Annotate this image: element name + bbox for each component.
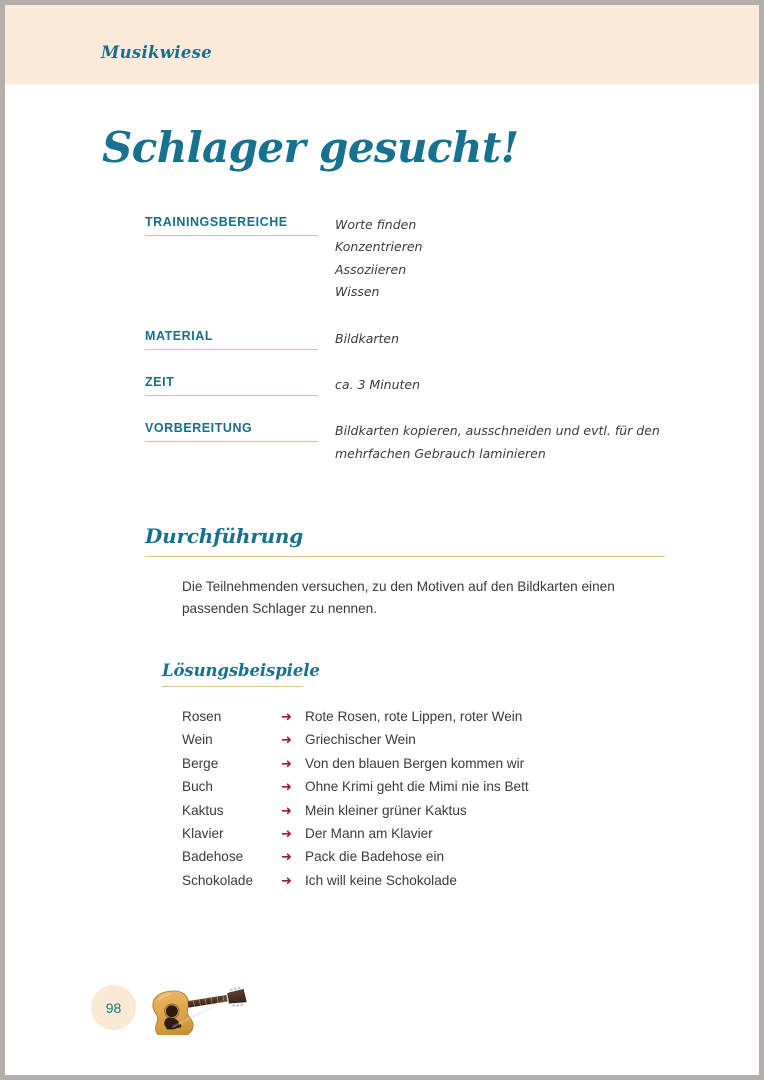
- metadata-value: ca. 3 Minuten: [335, 377, 421, 393]
- document-page: [5, 5, 759, 1075]
- solution-answer: Mein kleiner grüner Kaktus: [305, 802, 467, 818]
- metadata-label-wrap: [145, 328, 335, 350]
- procedure-heading: Durchführung: [145, 524, 304, 548]
- arrow-right-icon: ➜: [281, 756, 292, 772]
- list-item: [182, 846, 529, 869]
- procedure-section: [145, 524, 665, 619]
- arrow-right-icon: ➜: [281, 873, 292, 889]
- metadata-value: Bildkarten: [335, 330, 400, 346]
- list-item: [182, 729, 529, 752]
- arrow-right-icon: ➜: [281, 710, 292, 725]
- arrow-right-icon: ➜: [281, 733, 292, 749]
- solution-answer: Ich will keine Schokolade: [305, 872, 457, 888]
- list-item: [182, 800, 529, 823]
- metadata-label-rule: [145, 441, 318, 442]
- metadata-label: MATERIAL: [145, 328, 214, 343]
- list-item: [182, 776, 529, 799]
- solutions-heading-rule: [162, 686, 303, 687]
- metadata-row-material: [145, 328, 685, 350]
- metadata-row-zeit: [145, 374, 685, 396]
- metadata-value: Worte finden: [335, 217, 417, 232]
- list-item: [182, 706, 529, 729]
- metadata-label-wrap: [145, 420, 335, 442]
- metadata-value: Bildkarten kopieren, ausschneiden und evtl. für den mehrfachen Gebrauch laminieren: [335, 423, 660, 461]
- list-item: [182, 753, 529, 776]
- page-title: Schlager gesucht!: [102, 123, 519, 172]
- solution-term: Klavier: [182, 825, 224, 841]
- metadata-block: [145, 214, 685, 489]
- solution-term: Buch: [182, 779, 213, 795]
- solution-term: Schokolade: [182, 872, 254, 888]
- page-number-badge: 98: [91, 985, 136, 1030]
- solution-answer: Pack die Badehose ein: [305, 849, 445, 865]
- running-header-title: Musikwiese: [101, 43, 213, 62]
- solutions-heading: Lösungsbeispiele: [162, 661, 320, 680]
- metadata-label-rule: [145, 349, 318, 350]
- running-header-band: [5, 5, 759, 84]
- solution-term: Badehose: [182, 849, 244, 865]
- metadata-label: VORBEREITUNG: [145, 421, 253, 436]
- metadata-value: Assoziieren: [335, 261, 407, 277]
- metadata-value: Wissen: [335, 284, 380, 300]
- metadata-value: Konzentrieren: [335, 239, 423, 255]
- solutions-list: [182, 706, 529, 893]
- solution-term: Berge: [182, 755, 219, 771]
- metadata-label: ZEIT: [145, 375, 175, 390]
- metadata-values: [335, 374, 685, 396]
- metadata-label-wrap: [145, 374, 335, 396]
- metadata-label-rule: [145, 395, 318, 396]
- metadata-label-wrap: [145, 214, 335, 236]
- metadata-values: [335, 328, 685, 350]
- arrow-right-icon: ➜: [281, 780, 292, 796]
- metadata-values: [335, 214, 685, 304]
- procedure-heading-rule: [145, 556, 665, 557]
- solution-answer: Rote Rosen, rote Lippen, roter Wein: [305, 709, 523, 724]
- list-item: [182, 870, 529, 893]
- arrow-right-icon: ➜: [281, 803, 292, 819]
- arrow-right-icon: ➜: [281, 826, 292, 842]
- metadata-label-rule: [145, 235, 318, 236]
- solution-answer: Ohne Krimi geht die Mimi nie ins Bett: [305, 779, 529, 795]
- solution-term: Rosen: [182, 709, 222, 724]
- metadata-row-vorbereitung: [145, 420, 685, 465]
- solution-term: Kaktus: [182, 802, 224, 818]
- solution-answer: Griechischer Wein: [305, 732, 416, 748]
- solution-answer: Der Mann am Klavier: [305, 825, 433, 841]
- acoustic-guitar-icon: [148, 979, 266, 1035]
- metadata-label: TRAININGSBEREICHE: [145, 215, 288, 229]
- metadata-row-trainingsbereiche: [145, 214, 685, 304]
- list-item: [182, 823, 529, 846]
- solution-term: Wein: [182, 732, 213, 748]
- solutions-section: [162, 661, 662, 687]
- solution-answer: Von den blauen Bergen kommen wir: [305, 755, 525, 771]
- arrow-right-icon: ➜: [281, 850, 292, 866]
- metadata-values: [335, 420, 685, 465]
- procedure-body-text: Die Teilnehmenden versuchen, zu den Motiven auf den Bildkarten einen passenden Schlager zu nennen.: [182, 579, 615, 616]
